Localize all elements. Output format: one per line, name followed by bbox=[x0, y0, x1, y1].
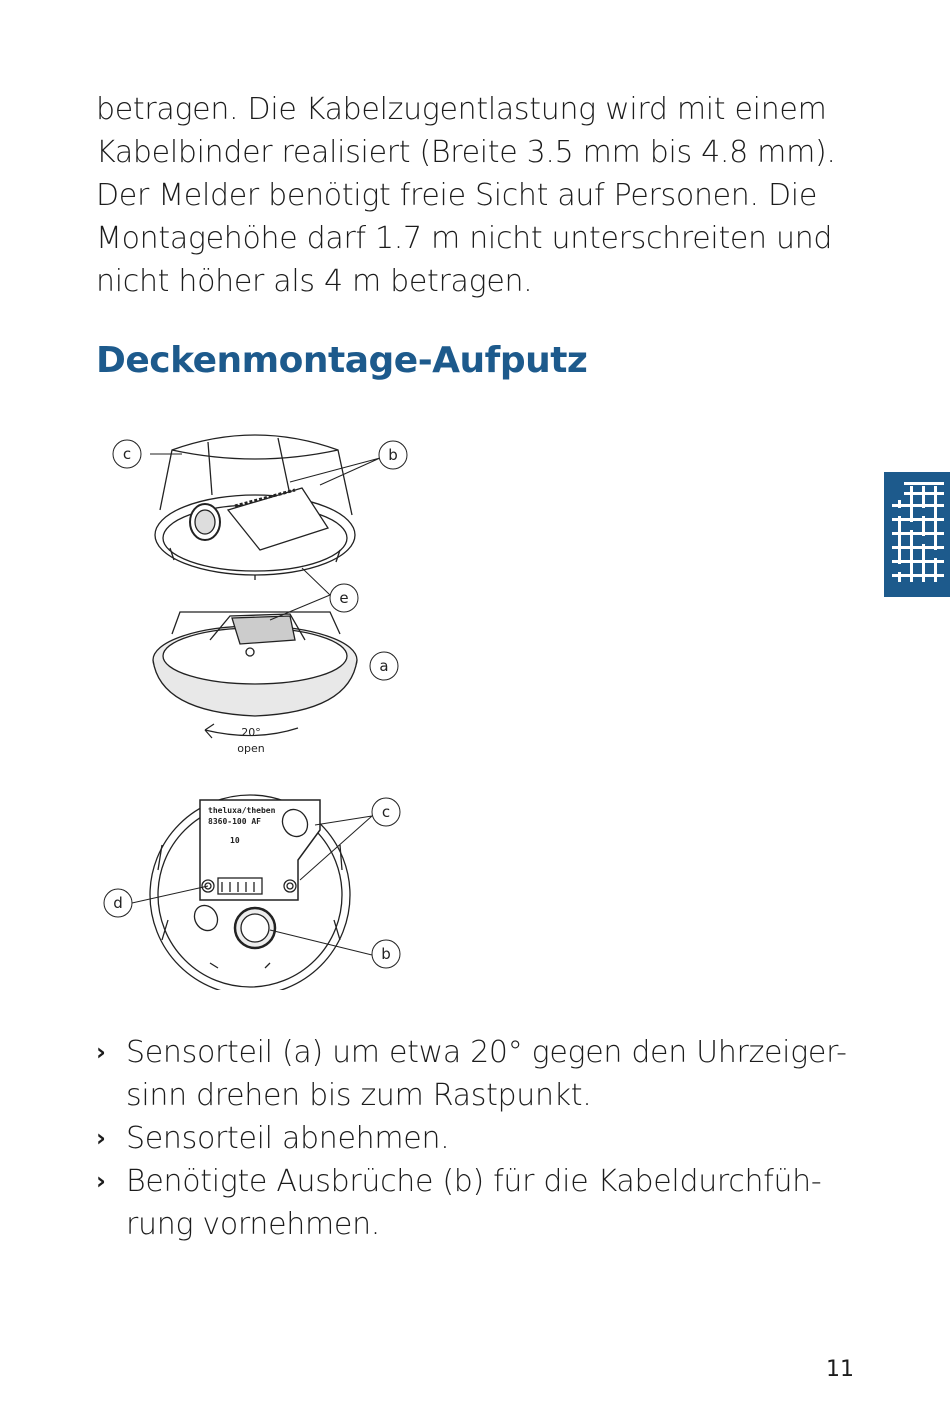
intro-line: Der Melder benötigt freie Sicht auf Personen. Die bbox=[96, 178, 817, 213]
base-housing-drawing bbox=[155, 435, 355, 580]
instruction-step bbox=[96, 1031, 896, 1117]
mounting-diagram-svg bbox=[90, 420, 420, 990]
device-brand-label: theluxa/theben bbox=[208, 806, 276, 815]
intro-paragraph bbox=[96, 88, 876, 303]
callout-b-top bbox=[379, 441, 407, 469]
section-heading: Deckenmontage-Aufputz bbox=[96, 340, 588, 381]
svg-text:c: c bbox=[381, 803, 391, 821]
callout-e bbox=[330, 584, 358, 612]
svg-text:e: e bbox=[339, 589, 349, 607]
step-line: rung vornehmen. bbox=[126, 1207, 381, 1242]
callout-c-bottom bbox=[372, 798, 400, 826]
callout-c-top bbox=[113, 440, 141, 468]
svg-text:b: b bbox=[388, 446, 398, 464]
callout-d bbox=[104, 889, 132, 917]
intro-line: Montagehöhe darf 1.7 m nicht unterschreiten und bbox=[96, 221, 833, 256]
callout-b-bottom bbox=[372, 940, 400, 968]
building-grid-icon bbox=[884, 472, 950, 597]
svg-text:c: c bbox=[122, 445, 132, 463]
page-number: 11 bbox=[826, 1357, 854, 1382]
intro-line: Kabelbinder realisiert (Breite 3.5 mm bis 4.8 mm). bbox=[96, 135, 836, 170]
device-model-label: 8360-100 AF bbox=[208, 817, 261, 826]
chevron-right-icon: › bbox=[96, 1167, 106, 1195]
instruction-step bbox=[96, 1117, 896, 1160]
intro-line: betragen. Die Kabelzugentlastung wird mit einem bbox=[96, 92, 827, 127]
callout-a bbox=[370, 652, 398, 680]
svg-text:a: a bbox=[379, 657, 389, 675]
rotation-open-label: open bbox=[237, 742, 265, 755]
instruction-list bbox=[96, 1031, 896, 1246]
rotation-angle-label: 20° bbox=[241, 726, 261, 739]
chevron-right-icon: › bbox=[96, 1038, 106, 1066]
step-line: sinn drehen bis zum Rastpunkt. bbox=[126, 1078, 592, 1113]
mounting-diagram bbox=[90, 420, 420, 990]
svg-text:b: b bbox=[381, 945, 391, 963]
step-line: Sensorteil (a) um etwa 20° gegen den Uhrzeiger- bbox=[126, 1035, 847, 1070]
step-line: Sensorteil abnehmen. bbox=[126, 1121, 450, 1156]
svg-text:d: d bbox=[113, 894, 123, 912]
step-line: Benötigte Ausbrüche (b) für die Kabeldurchfüh- bbox=[126, 1164, 822, 1199]
side-chapter-tab bbox=[884, 472, 950, 597]
instruction-step bbox=[96, 1160, 896, 1246]
intro-line: nicht höher als 4 m betragen. bbox=[96, 264, 533, 299]
dial-value-label: 10 bbox=[230, 836, 240, 845]
chevron-right-icon: › bbox=[96, 1124, 106, 1152]
sensor-part-drawing bbox=[153, 612, 357, 716]
